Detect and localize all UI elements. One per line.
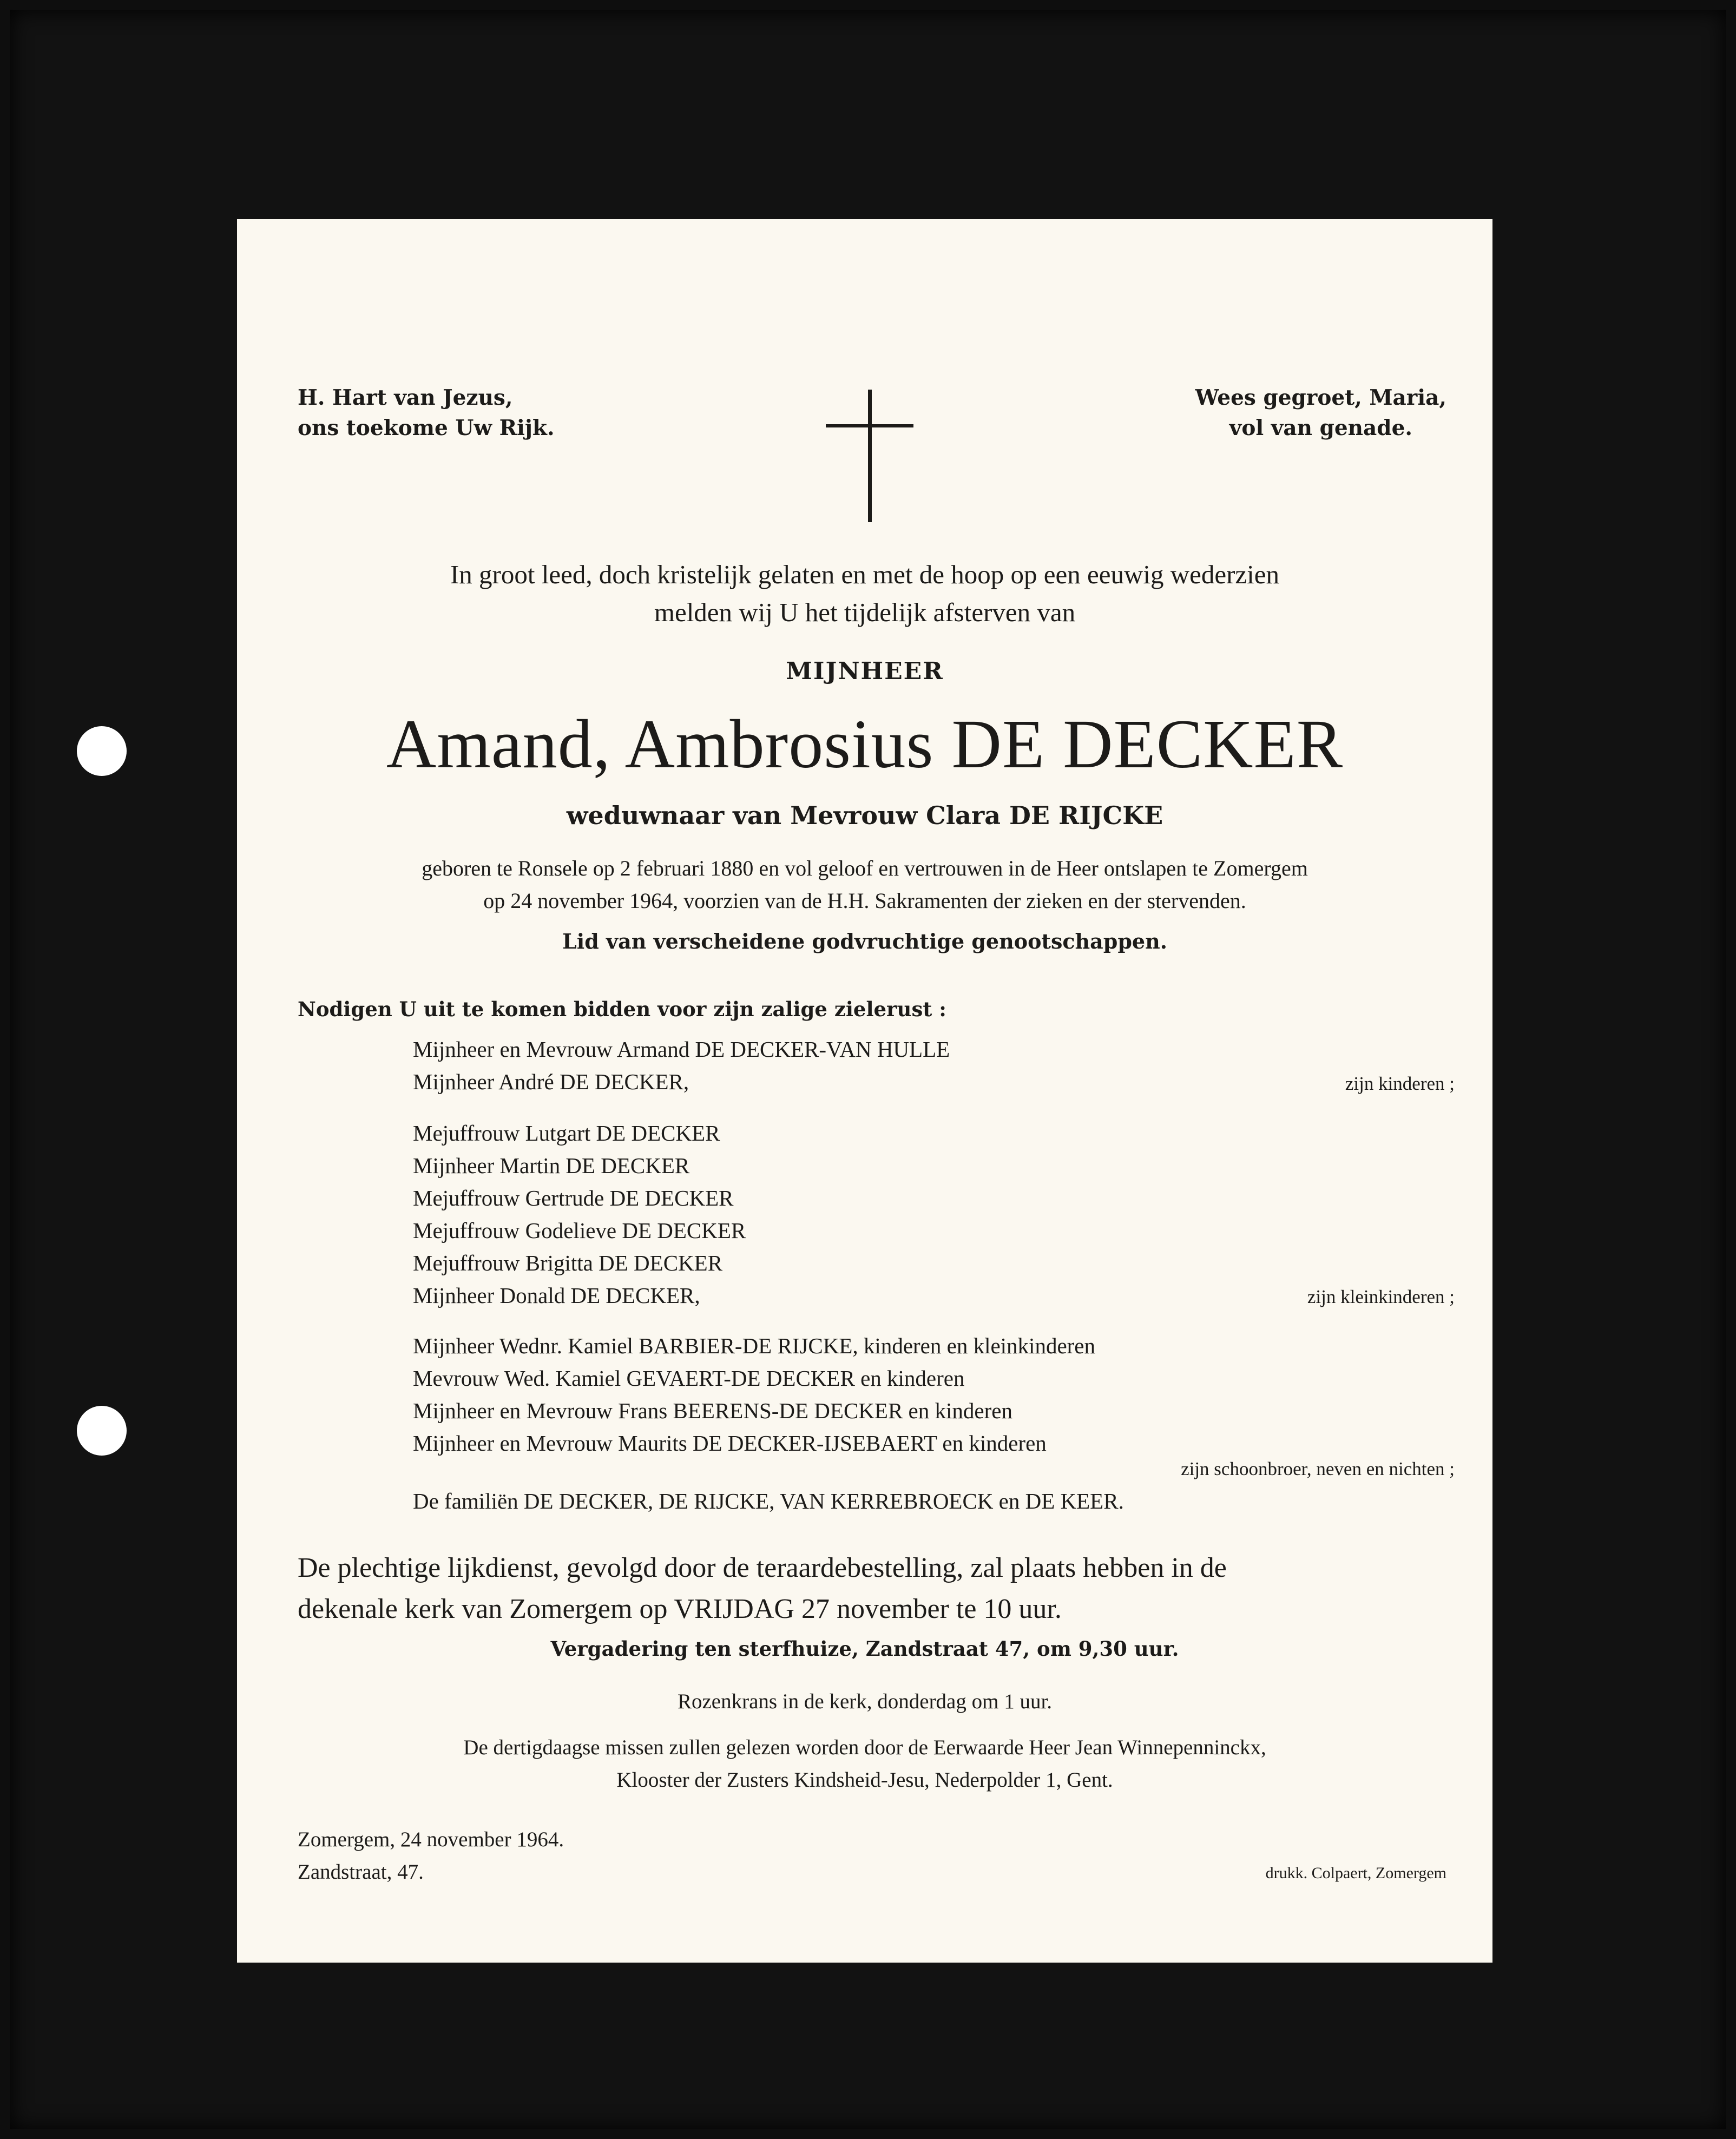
list-item: Mijnheer en Mevrouw Armand DE DECKER-VAN HULLE [413,1037,950,1062]
prayer-right [1195,383,1446,443]
invitation: Nodigen U uit te komen bidden voor zijn zalige zielerust : [298,997,946,1021]
widower-of: weduwnaar van Mevrouw Clara DE RIJCKE [566,801,1163,830]
prayer-right-line-2: vol van genade. [1229,416,1412,440]
children-label: zijn kinderen ; [1345,1073,1455,1094]
deceased-name: Amand, Ambrosius DE DECKER [386,706,1344,782]
birth-death-line-2: op 24 november 1964, voorzien van de H.H. Sakramenten der zieken en der stervenden. [483,888,1246,913]
service-line-1: De plechtige lijkdienst, gevolgd door de teraardebestelling, zal plaats hebben in de [298,1552,1227,1583]
list-item: Mijnheer Martin DE DECKER [413,1153,690,1178]
grandchildren-label: zijn kleinkinderen ; [1307,1286,1455,1307]
intro-text [237,556,1492,631]
relatives-label: zijn schoonbroer, neven en nichten ; [1181,1458,1455,1479]
prayer-right-line-1: Wees gegroet, Maria, [1195,385,1446,410]
families: De familiën DE DECKER, DE RIJCKE, VAN KERREBROECK en DE KEER. [413,1489,1124,1513]
masses-line-1: De dertigdaagse missen zullen gelezen worden door de Eerwaarde Heer Jean Winnepenninckx, [463,1736,1266,1759]
binder-hole-bottom [77,1406,127,1456]
intro-line-1: In groot leed, doch kristelijk gelaten en met de hoop op een eeuwig wederzien [450,560,1280,589]
prayer-left-line-1: H. Hart van Jezus, [298,385,513,410]
list-item: Mijnheer Donald DE DECKER, [413,1283,700,1308]
list-item: Mejuffrouw Lutgart DE DECKER [413,1121,720,1146]
membership: Lid van verscheidene godvruchtige genootschappen. [562,929,1167,953]
list-item: Mejuffrouw Brigitta DE DECKER [413,1251,723,1275]
place-date-line-1: Zomergem, 24 november 1964. [298,1828,564,1851]
honorific: MIJNHEER [786,657,944,685]
list-item: Mijnheer en Mevrouw Frans BEERENS-DE DECKER en kinderen [413,1398,1012,1423]
funeral-service-text [298,1548,1227,1630]
list-item: Mijnheer en Mevrouw Maurits DE DECKER-IJSEBAERT en kinderen [413,1431,1047,1456]
list-item: Mejuffrouw Gertrude DE DECKER [413,1186,734,1210]
birth-death-line-1: geboren te Ronsele op 2 februari 1880 en vol geloof en vertrouwen in de Heer ontslapen te Zomergem [422,856,1308,880]
intro-line-2: melden wij U het tijdelijk afsterven van [654,597,1076,627]
meeting-info: Vergadering ten sterfhuize, Zandstraat 47, om 9,30 uur. [550,1637,1179,1661]
birth-death-text [237,852,1492,917]
list-item: Mejuffrouw Godelieve DE DECKER [413,1218,746,1243]
binder-hole-top [77,726,127,776]
place-date-line-2: Zandstraat, 47. [298,1860,424,1884]
list-item: Mijnheer André DE DECKER, [413,1069,689,1094]
list-item: Mijnheer Wednr. Kamiel BARBIER-DE RIJCKE, kinderen en kleinkinderen [413,1333,1095,1358]
service-line-2: dekenale kerk van Zomergem op VRIJDAG 27 november te 10 uur. [298,1594,1062,1624]
prayer-left-line-2: ons toekome Uw Rijk. [298,416,555,440]
masses-info [237,1732,1492,1796]
mourning-card [237,219,1492,1963]
rosary-info: Rozenkrans in de kerk, donderdag om 1 uur. [677,1690,1053,1713]
masses-line-2: Klooster der Zusters Kindsheid-Jesu, Nederpolder 1, Gent. [616,1768,1113,1792]
printer-credit: drukk. Colpaert, Zomergem [1265,1864,1446,1882]
prayer-left [298,383,555,443]
cross-icon-horizontal [826,424,913,427]
cross-icon-vertical [868,390,872,522]
place-date [298,1824,564,1888]
list-item: Mevrouw Wed. Kamiel GEVAERT-DE DECKER en kinderen [413,1366,965,1391]
